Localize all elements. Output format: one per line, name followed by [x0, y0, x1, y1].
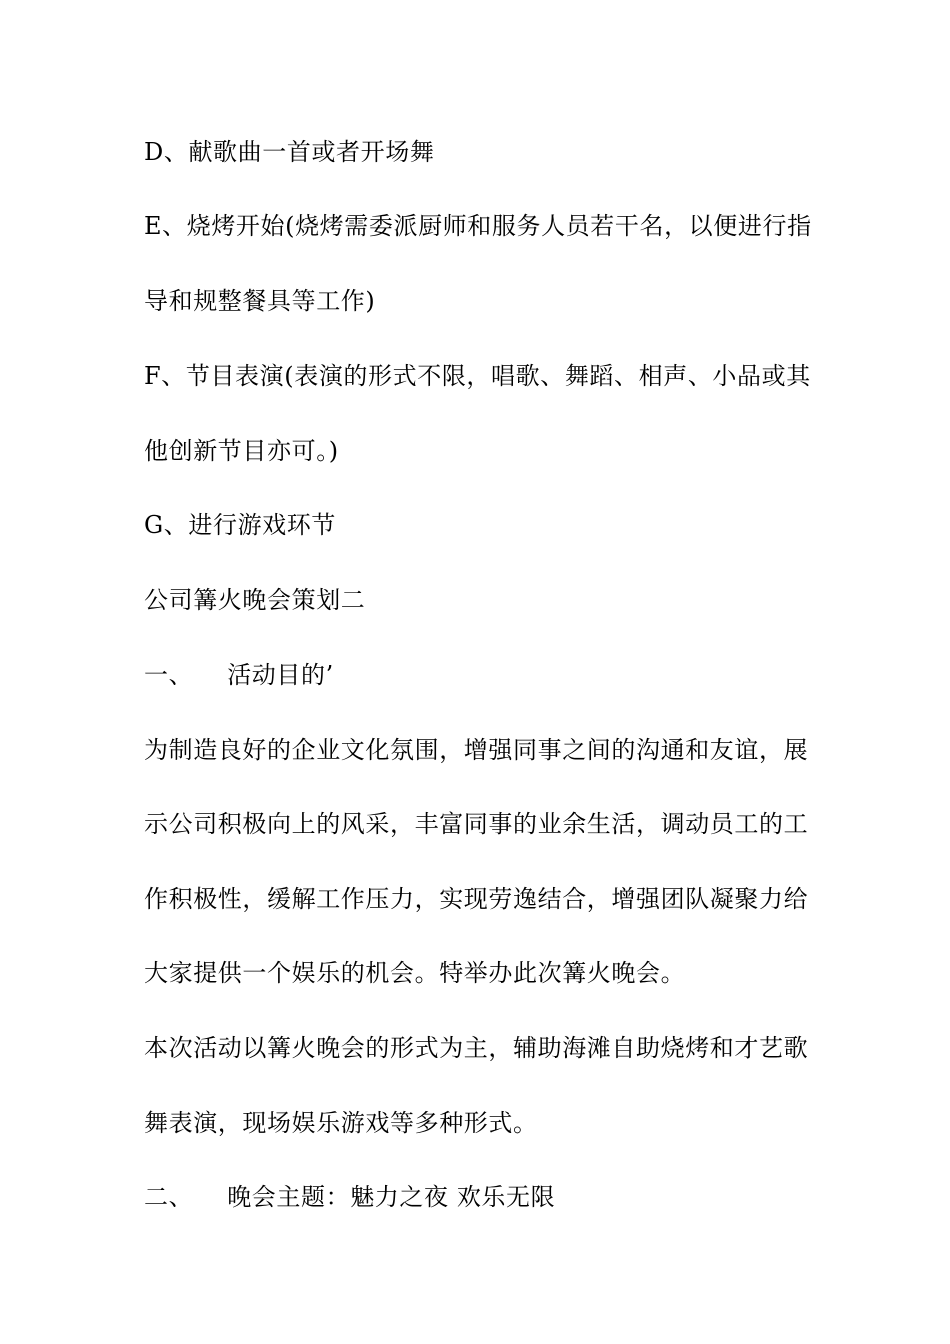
text-line: G、进行游戏环节	[144, 511, 336, 539]
text-line: E、烧烤开始(烧烤需委派厨师和服务人员若干名，以便进行指	[144, 212, 812, 240]
paragraph-line: 本次活动以篝火晚会的形式为主，辅助海滩自助烧烤和才艺歌	[144, 1034, 809, 1062]
text-line: 导和规整餐具等工作)	[144, 287, 376, 315]
text-line: 他创新节目亦可。)	[144, 437, 339, 465]
section-1-heading	[144, 655, 824, 695]
section-2-heading	[144, 1177, 824, 1217]
section-1-marker: 一、	[144, 661, 194, 689]
paragraph-line: 示公司积极向上的风采，丰富同事的业余生活，调动员工的工	[144, 810, 809, 838]
section-1-title: 活动目的’	[227, 661, 334, 689]
section-2-title: 晚会主题：魅力之夜 欢乐无限	[227, 1183, 556, 1211]
text-line: D、献歌曲一首或者开场舞	[144, 138, 435, 166]
paragraph-line: 大家提供一个娱乐的机会。特举办此次篝火晚会。	[144, 959, 686, 987]
section-2-marker: 二、	[144, 1183, 194, 1211]
section-heading: 公司篝火晚会策划二	[144, 586, 366, 614]
text-line: F、节目表演(表演的形式不限，唱歌、舞蹈、相声、小品或其	[144, 362, 811, 390]
paragraph-line: 舞表演，现场娱乐游戏等多种形式。	[144, 1109, 538, 1137]
paragraph-line: 为制造良好的企业文化氛围，增强同事之间的沟通和友谊，展	[144, 736, 809, 764]
paragraph-line: 作积极性，缓解工作压力，实现劳逸结合，增强团队凝聚力给	[144, 885, 809, 913]
